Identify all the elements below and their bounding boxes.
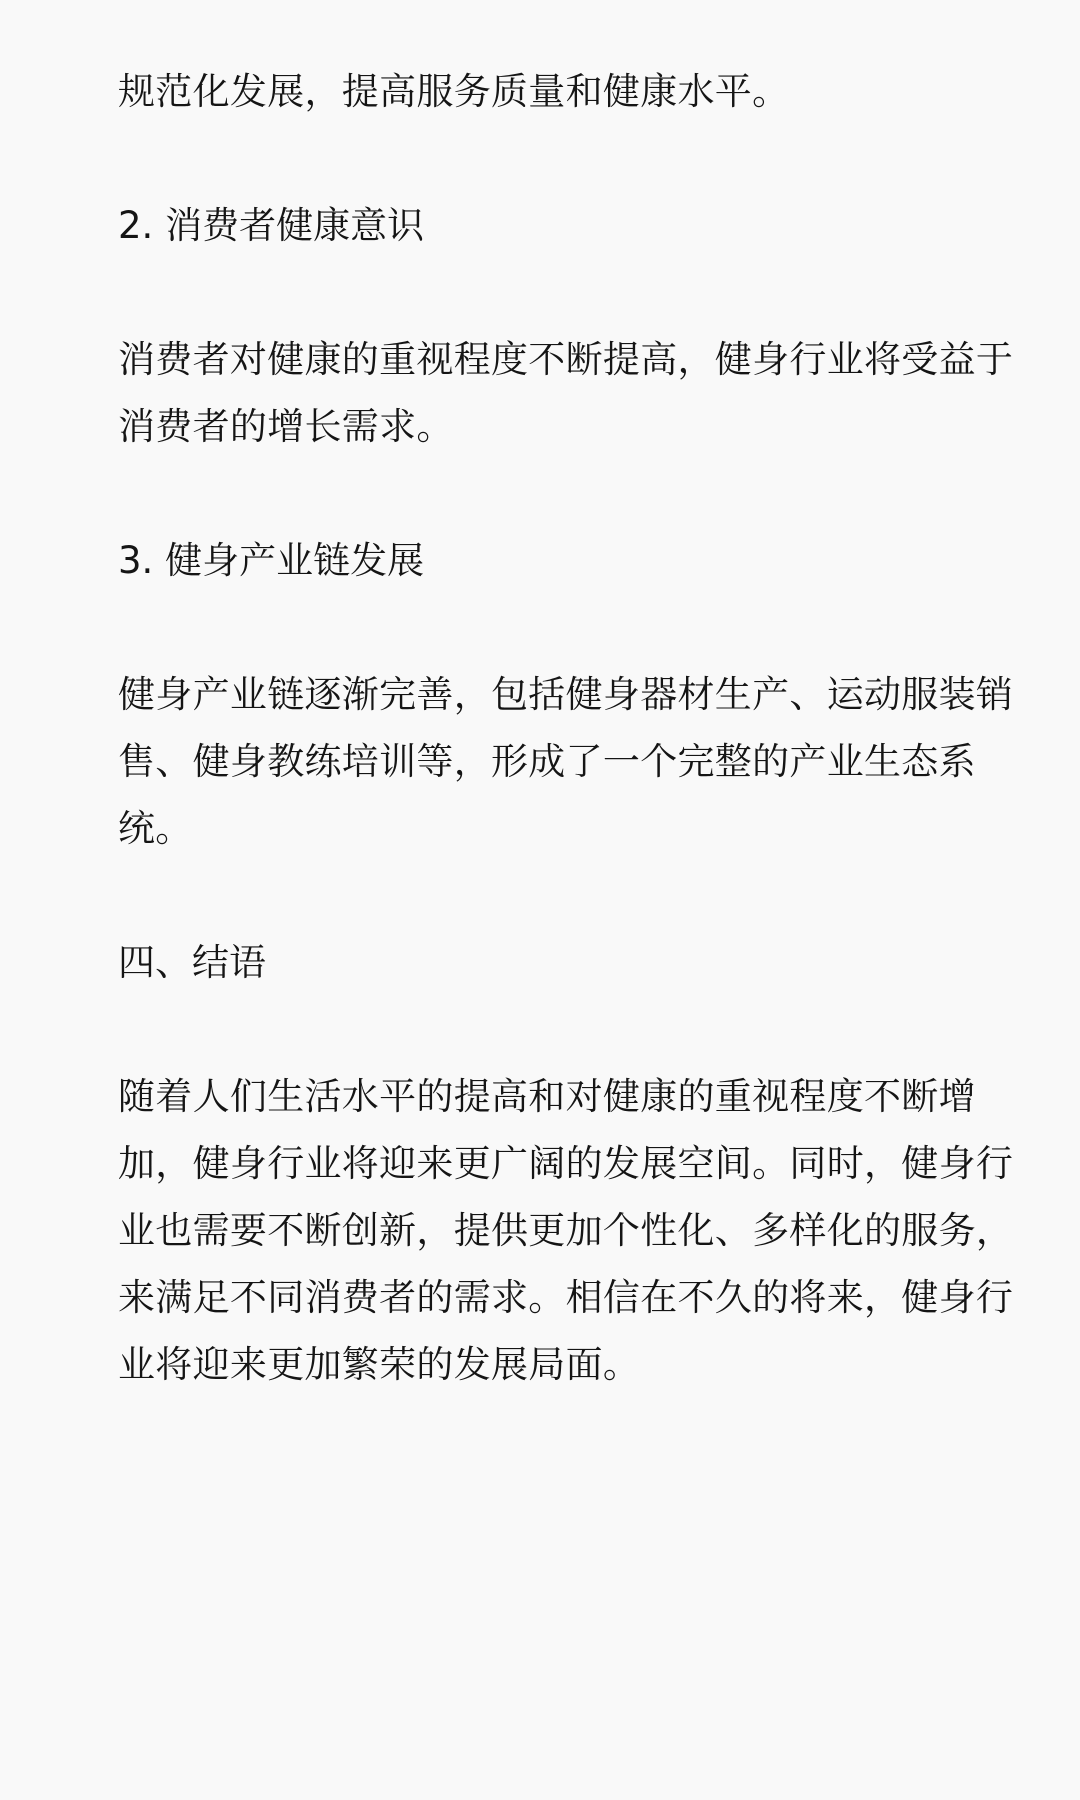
paragraph-service-quality: 规范化发展，提高服务质量和健康水平。	[118, 70, 790, 113]
paragraph-consumer-awareness: 消费者对健康的重视程度不断提高，健身行业将受益于消费者的增长需求。	[118, 338, 1014, 448]
section-heading-industry-chain: 3. 健身产业链发展	[118, 539, 425, 582]
paragraph-conclusion: 随着人们生活水平的提高和对健康的重视程度不断增加，健身行业将迎来更广阔的发展空间。同时，健身行业也需要不断创新，提供更加个性化、多样化的服务，来满足不同消费者的需求。相信在不久的将来，健身行业将迎来更加繁荣的发展局面。	[118, 1075, 1014, 1386]
paragraph-industry-chain: 健身产业链逐渐完善，包括健身器材生产、运动服装销售、健身教练培训等，形成了一个完整的产业生态系统。	[118, 673, 1014, 850]
article-body	[118, 58, 1018, 1398]
section-heading-consumer-awareness: 2. 消费者健康意识	[118, 204, 425, 247]
section-heading-conclusion: 四、结语	[118, 941, 266, 984]
